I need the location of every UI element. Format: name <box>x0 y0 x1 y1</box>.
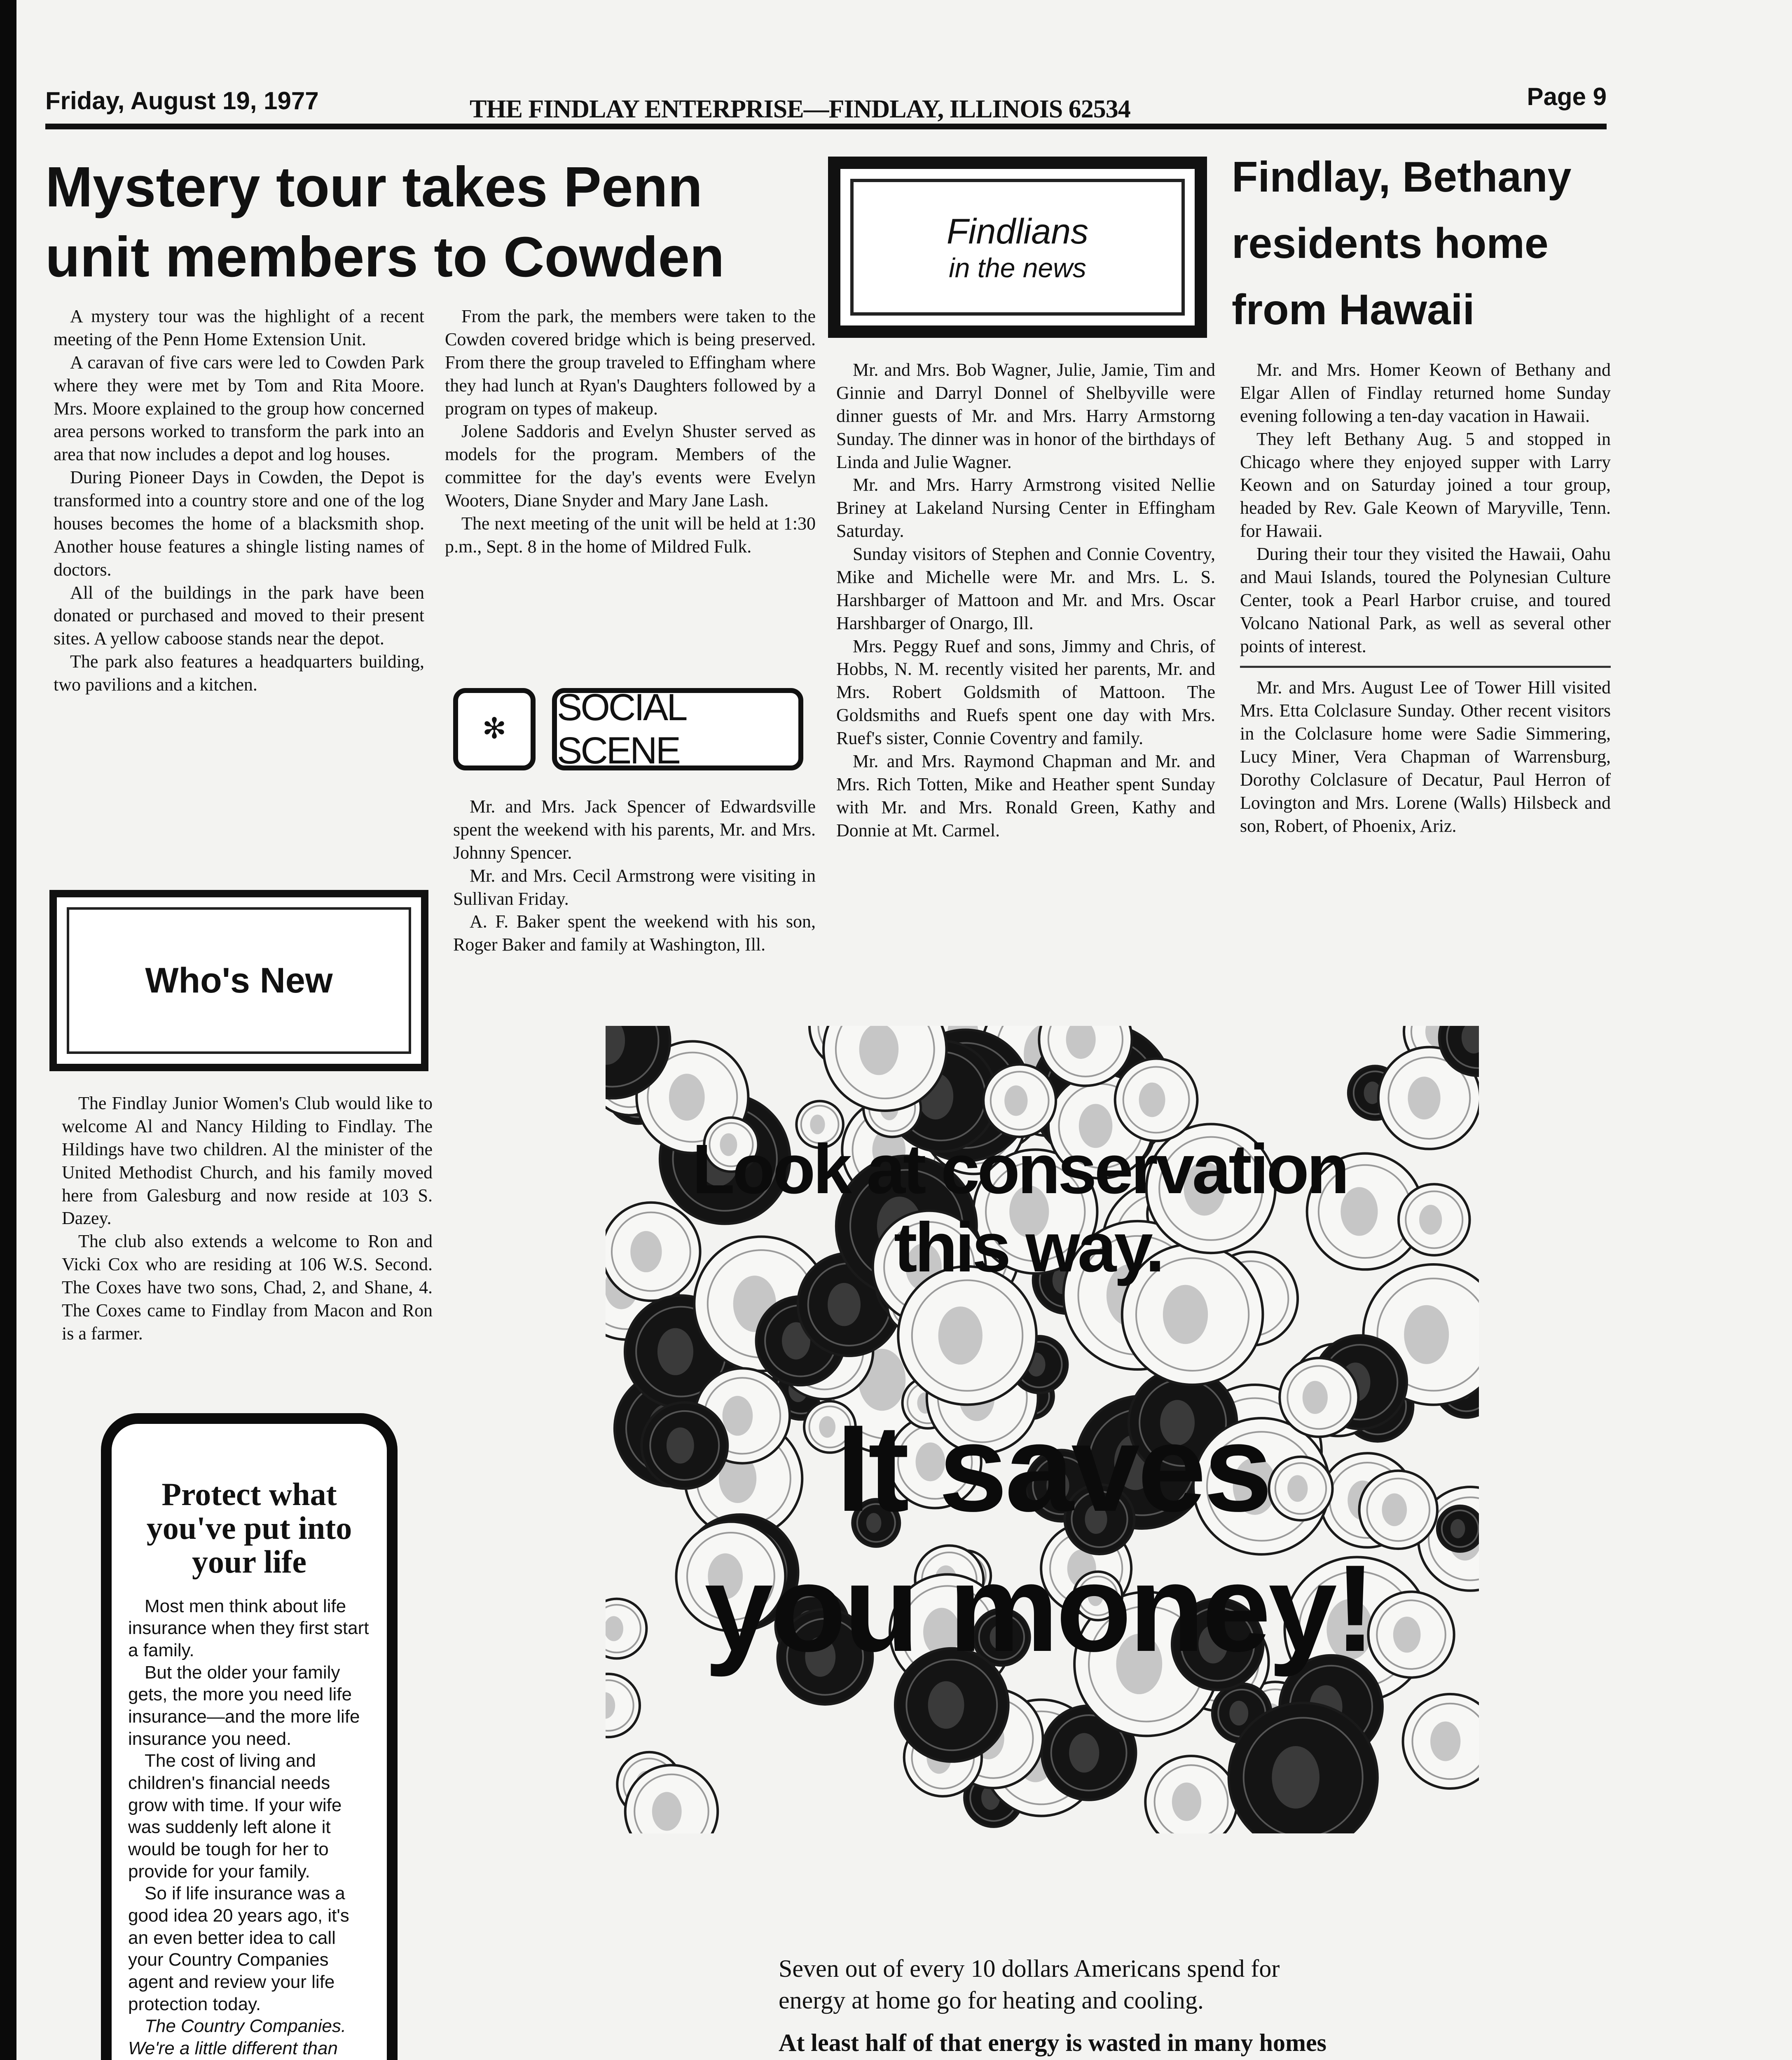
coin-collage-image <box>606 1026 1479 1833</box>
hawaii-paragraph: They left Bethany Aug. 5 and stopped in Chicago where they enjoyed supper with Larry Keown and on Saturday joined a tour group, headed by Rev. Gale Keown of Maryville, Tenn. for Hawaii. <box>1240 428 1611 541</box>
coin-icon <box>1269 1457 1332 1520</box>
country-ad-paragraph: So if life insurance was a good idea 20 years ago, it's an even better idea to call your Country Companies agent and review your life protection today. <box>128 1883 349 2014</box>
whos-new-title-box <box>49 890 428 1071</box>
country-ad-paragraph: Most men think about life insurance when they first start a family. <box>128 1596 369 1661</box>
cips-ad-copy <box>779 1953 1331 2060</box>
findlians-paragraph: Mr. and Mrs. Harry Armstrong visited Nellie Briney at Lakeland Nursing Center in Effingham Saturday. <box>836 475 1215 541</box>
findlians-paragraph: Sunday visitors of Stephen and Connie Coventry, Mike and Michelle were Mr. and Mrs. L. S. Harshbarger of Mattoon and Mr. and Mrs. Oscar Harshbarger of Onargo, Ill. <box>836 544 1215 633</box>
header-paper-name: THE FINDLAY ENTERPRISE—FINDLAY, ILLINOIS 62534 <box>470 95 1130 123</box>
cips-slogan-line-1: Look at conservation <box>692 1130 1347 1208</box>
country-ad-tagline: The Country Companies. We're a little different than <box>128 2016 346 2059</box>
scan-edge-left <box>0 0 16 2060</box>
coin-icon <box>1437 1506 1479 1552</box>
findlians-paragraph: Mr. and Mrs. Raymond Chapman and Mr. and Mrs. Rich Totten, Mike and Heather spent Sunday with Mr. and Mrs. Ronald Green, Kathy and Donnie at Mt. Carmel. <box>836 751 1215 840</box>
findlians-title-box <box>828 157 1207 338</box>
findlians-column <box>836 358 1215 842</box>
mystery-paragraph: During Pioneer Days in Cowden, the Depot is transformed into a country store and one of the log houses becomes the home of a blacksmith shop. Another house features a shingle listing names of doctors. <box>54 467 424 580</box>
coin-icon <box>1229 1703 1378 1833</box>
header-rule <box>45 124 1607 129</box>
coin-icon <box>606 1599 646 1659</box>
mystery-paragraph: A caravan of five cars were led to Cowden Park where they were met by Tom and Rita Moore. Mrs. Moore explained to the group how concerned area persons worked to transform the park into an area that now includes a depot and log houses. <box>54 352 424 465</box>
mystery-paragraph: The next meeting of the unit will be held at 1:30 p.m., Sept. 8 in the home of Mildred Fulk. <box>445 513 816 557</box>
cips-slogan-line-3: It saves <box>836 1399 1270 1537</box>
page-header <box>45 82 1607 132</box>
findlians-paragraph: Mrs. Peggy Ruef and sons, Jimmy and Chris, of Hobbs, N. M. recently visited her parents, Mr. and Mrs. Robert Goldsmith of Mattoon. The Goldsmiths and Ruefs spent one day with Mrs. Ruef's sister, Connie Coventry and family. <box>836 636 1215 748</box>
hawaii-paragraph: During their tour they visited the Hawaii, Oahu and Maui Islands, toured the Polynesian Culture Center, took a Pearl Harbor cruise, and toured Volcano National Park, as well as several other points of interest. <box>1240 544 1611 656</box>
social-scene-column <box>453 795 816 956</box>
coin-icon <box>1145 1756 1237 1833</box>
social-paragraph: Mr. and Mrs. Cecil Armstrong were visiting in Sullivan Friday. <box>453 865 816 909</box>
mystery-headline-line-2: unit members to Cowden <box>45 225 725 289</box>
hawaii-headline-line-2: residents home <box>1232 220 1549 268</box>
whos-new-paragraph: The club also extends a welcome to Ron and Vicki Cox who are residing at 106 W.S. Second. The Coxes have two sons, Chad, 2, and Shane, 4. The Coxes came to Findlay from Macon and Ron is a farmer. <box>62 1231 433 1344</box>
mystery-column-1 <box>54 305 424 696</box>
findlians-paragraph: Mr. and Mrs. Bob Wagner, Julie, Jamie, Tim and Ginnie and Darryl Donnel of Shelbyville were dinner guests of Mr. and Mrs. Harry Armstorng Sunday. The dinner was in honor of the birthdays of Linda and Julie Wagner. <box>836 360 1215 472</box>
findlians-subtitle: in the news <box>949 252 1086 283</box>
cips-slogan-line-4: you money! <box>704 1539 1373 1677</box>
coin-icon <box>606 1674 640 1737</box>
mystery-paragraph: All of the buildings in the park have been donated or purchased and moved to their present sites. A yellow caboose stands near the depot. <box>54 582 424 649</box>
social-scene-title: SOCIAL SCENE <box>552 688 803 770</box>
whos-new-title: Who's New <box>145 960 333 1000</box>
mystery-column-2 <box>445 305 816 558</box>
social-scene-emblem-icon: ✻ <box>453 688 536 770</box>
coin-icon <box>1280 1358 1358 1437</box>
hawaii-headline <box>1232 144 1571 344</box>
country-companies-ad <box>101 1413 398 2060</box>
mystery-paragraph: Jolene Saddoris and Evelyn Shuster served as models for the program. Members of the committee for the day's events were Evelyn Wooters, Diane Snyder and Mary Jane Lash. <box>445 421 816 510</box>
coin-icon <box>641 1402 728 1489</box>
coin-icon <box>1399 1184 1470 1255</box>
hawaii-headline-line-1: Findlay, Bethany <box>1232 153 1572 201</box>
mystery-headline-line-1: Mystery tour takes Penn <box>45 155 703 219</box>
cips-lead-paragraph: At least half of that energy is wasted in many homes <box>779 2029 1326 2056</box>
country-ad-paragraph: But the older your family gets, the more you need life insurance—and the more life insurance you need. <box>128 1662 360 1749</box>
cips-slogan-line-2: this way. <box>894 1208 1163 1287</box>
whos-new-paragraph: The Findlay Junior Women's Club would like to welcome Al and Nancy Hilding to Findlay. The Hildings have two children. Al the minister of the United Methodist Church, and his family moved here from Galesburg and now reside at 103 S. Dazey. <box>62 1093 433 1229</box>
country-ad-heading: Protect what you've put into your life <box>146 1476 352 1580</box>
lee-paragraph: Mr. and Mrs. August Lee of Tower Hill visited Mrs. Etta Colclasure Sunday. Other recent visitors in the Colclasure home were Sadie Simmering, Lucy Miner, Vera Chapman of Warrensburg, Dorothy Colclasure of Decatur, Paul Herron of Lovington and Mrs. Lorene (Walls) Hilsbeck and son, Robert, of Phoenix, Ariz. <box>1240 677 1611 836</box>
coin-icon <box>983 1065 1056 1137</box>
mystery-paragraph: The park also features a headquarters building, two pavilions and a kitchen. <box>54 651 424 695</box>
mystery-paragraph: From the park, the members were taken to the Cowden covered bridge which is being preserved. From there the group traveled to Effingham where they had lunch at Ryan's Daughters followed by a program on types of makeup. <box>445 306 816 419</box>
coin-icon <box>606 1203 700 1301</box>
social-paragraph: A. F. Baker spent the weekend with his son, Roger Baker and family at Washington, Ill. <box>453 911 816 955</box>
hawaii-headline-line-3: from Hawaii <box>1232 286 1475 334</box>
header-date: Friday, August 19, 1977 <box>45 87 319 115</box>
cips-paragraph: Seven out of every 10 dollars Americans spend for energy at home go for heating and cooling. <box>779 1955 1280 2014</box>
country-ad-body <box>128 1595 370 2060</box>
country-ad-paragraph: The cost of living and children's financial needs grow with time. If your wife was suddenly left alone it would be tough for her to provide for your family. <box>128 1751 342 1882</box>
coin-icon <box>1403 1694 1479 1788</box>
mystery-paragraph: A mystery tour was the highlight of a recent meeting of the Penn Home Extension Unit. <box>54 306 424 349</box>
social-scene-logo <box>453 684 807 779</box>
hawaii-column <box>1240 358 1611 838</box>
findlians-title: Findlians <box>946 211 1089 251</box>
hawaii-paragraph: Mr. and Mrs. Homer Keown of Bethany and Elgar Allen of Findlay returned home Sunday evening following a ten-day vacation in Hawaii. <box>1240 360 1611 426</box>
mystery-headline <box>45 152 724 292</box>
social-paragraph: Mr. and Mrs. Jack Spencer of Edwardsville spent the weekend with his parents, Mr. and Mrs. Johnny Spencer. <box>453 796 816 863</box>
whos-new-column <box>62 1092 433 1345</box>
hawaii-divider <box>1240 666 1611 668</box>
header-page-number: Page 9 <box>1527 83 1607 110</box>
coin-icon <box>1368 1592 1454 1677</box>
